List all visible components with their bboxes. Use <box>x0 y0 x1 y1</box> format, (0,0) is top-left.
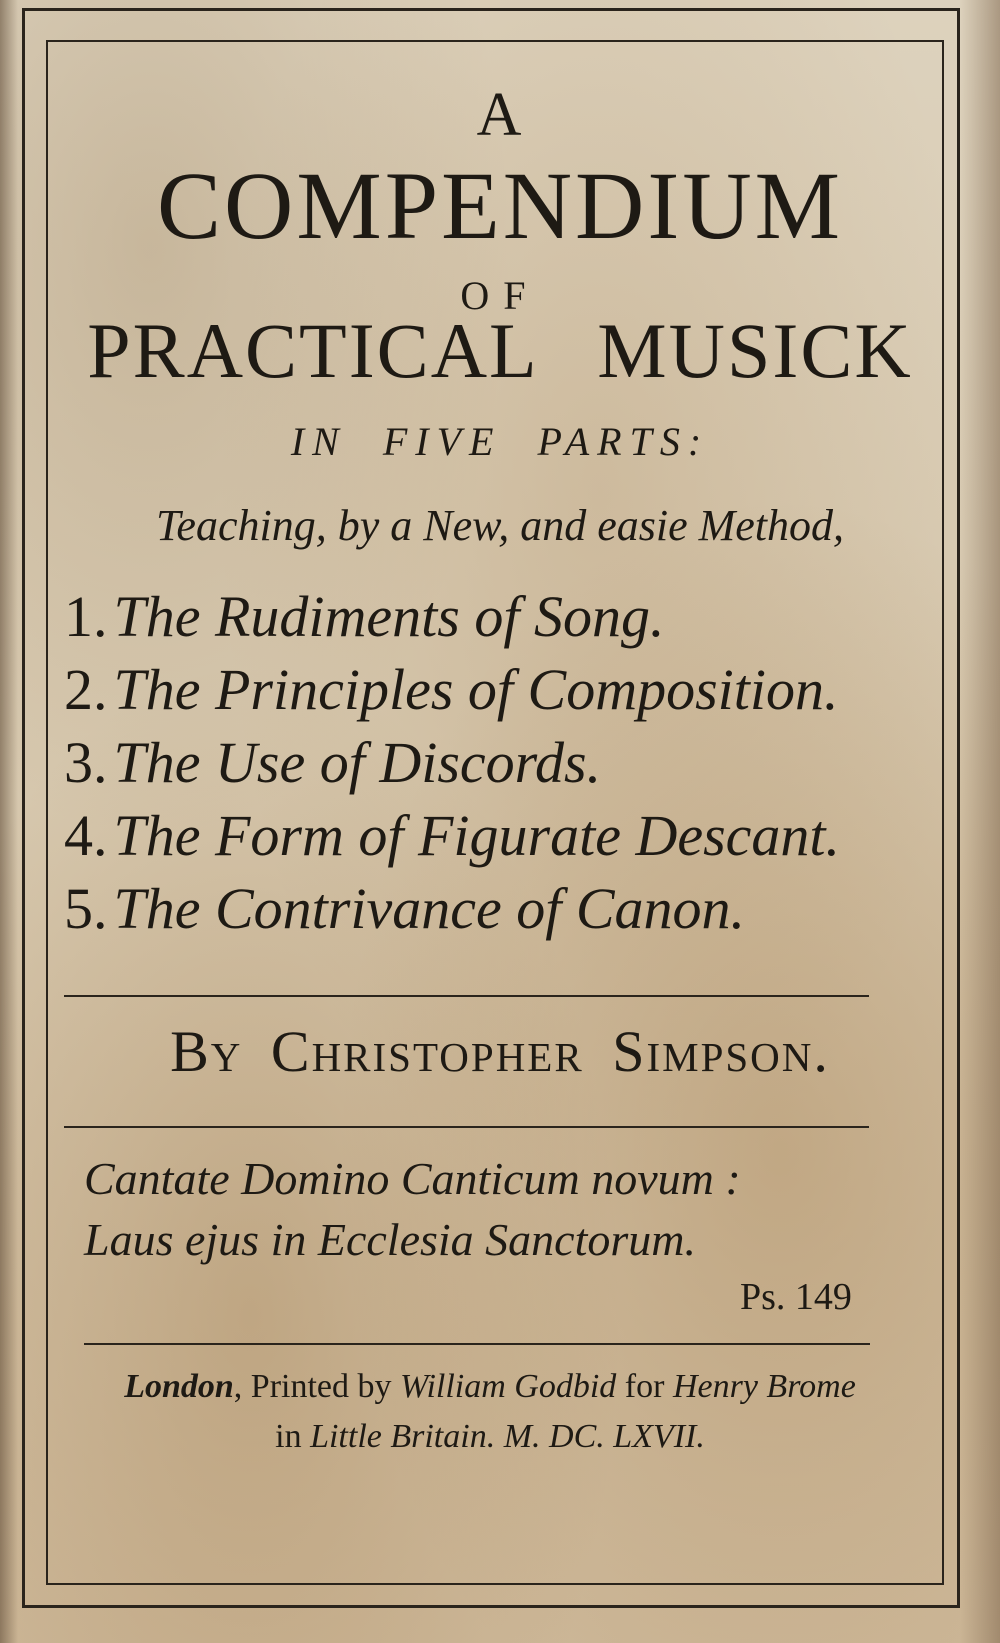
divider-rule <box>64 1126 869 1128</box>
imprint-printer: William Godbid <box>400 1368 617 1405</box>
imprint-printed-by: , Printed by <box>233 1368 392 1405</box>
imprint-publisher: Henry Brome <box>672 1368 856 1405</box>
teaching-line: Teaching, by a New, and easie Method, <box>155 501 844 550</box>
motto-line-1: Cantate Domino Canticum novum : <box>84 1153 741 1204</box>
motto-line-2: Laus ejus in Ecclesia Sanctorum. <box>84 1214 696 1265</box>
imprint-in: in <box>275 1418 302 1455</box>
imprint-line-2 <box>40 1418 940 1456</box>
imprint-line-1 <box>40 1368 940 1406</box>
list-item: 1. The Rudiments of Song. <box>64 584 665 649</box>
parts-heading: IN FIVE PARTS: <box>290 419 710 464</box>
list-item: 3. The Use of Discords. <box>64 730 602 795</box>
list-item: 4. The Form of Figurate Descant. <box>64 803 841 868</box>
list-item: 2. The Principles of Composition. <box>64 657 839 722</box>
title-main: COMPENDIUM <box>156 152 844 259</box>
motto-reference: Ps. 149 <box>740 1276 852 1318</box>
title-subtitle: PRACTICAL MUSICK <box>87 307 913 394</box>
imprint-place: London <box>124 1368 234 1405</box>
title-article: A <box>476 81 524 149</box>
contents-list <box>64 580 964 945</box>
divider-rule <box>84 1343 870 1345</box>
imprint-for: for <box>624 1368 665 1405</box>
imprint-date: M. DC. LXVII. <box>503 1418 705 1455</box>
title-of: OF <box>460 273 540 318</box>
divider-rule <box>64 995 869 997</box>
imprint-location: Little Britain. <box>310 1418 496 1455</box>
author-line: By Christopher Simpson. <box>170 1019 830 1084</box>
list-item: 5. The Contrivance of Canon. <box>64 876 746 941</box>
